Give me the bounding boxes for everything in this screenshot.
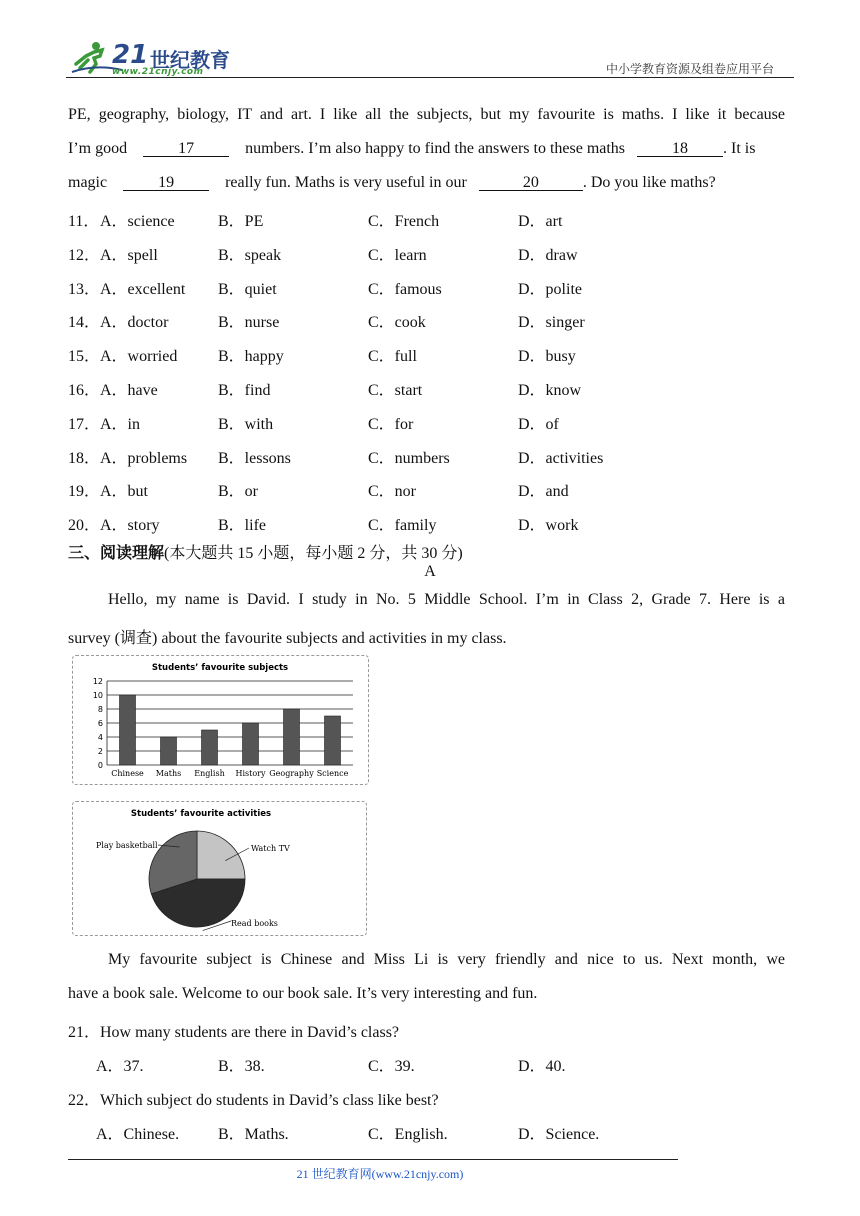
option-b[interactable]: B．speak: [218, 246, 282, 264]
footer-text: 21 世纪教育网(www.21cnjy.com): [296, 1167, 464, 1181]
logo-url: www.21cnjy.com: [112, 67, 204, 77]
pie-slice-watch-tv: [197, 831, 245, 879]
bar-science: [325, 716, 341, 765]
option-a[interactable]: A．excellent: [100, 280, 186, 298]
option-c[interactable]: C．family: [368, 517, 437, 535]
bar-english: [202, 730, 218, 765]
pie-label: Play basketball: [96, 841, 158, 850]
option-d[interactable]: D．40.: [518, 1058, 566, 1075]
option-c[interactable]: C．nor: [368, 483, 417, 501]
question-number: 14．: [68, 314, 101, 332]
option-d[interactable]: D．busy: [518, 348, 576, 366]
chart-title: Students’ favourite activities: [130, 809, 272, 819]
site-logo: [66, 38, 236, 78]
question-22-stem: 22．Which subject do students in David’s class like best?: [68, 1092, 439, 1109]
pie-chart: [73, 802, 366, 935]
option-b[interactable]: B．PE: [218, 213, 264, 230]
option-b[interactable]: B．happy: [218, 348, 284, 366]
passage-a-line-3: My favourite subject is Chinese and Miss Li is very friendly and nice to us. Next month, we: [108, 951, 785, 968]
option-b[interactable]: B．find: [218, 382, 271, 399]
option-c[interactable]: C．numbers: [368, 449, 450, 467]
bar-chart: [73, 656, 368, 784]
y-tick-label: 6: [97, 719, 103, 728]
pie-chart-panel: [72, 801, 367, 936]
logo-cn: 世纪教育: [150, 48, 230, 72]
text-span: magic: [68, 174, 108, 191]
option-d[interactable]: D．of: [518, 415, 559, 433]
text-span: I’m good: [68, 140, 128, 157]
header-divider: [66, 77, 794, 78]
option-c[interactable]: C．for: [368, 415, 414, 433]
option-a[interactable]: A．in: [100, 415, 141, 433]
section-3-heading: [68, 540, 463, 563]
text-span: numbers. I’m also happy to find the answers to these maths: [245, 140, 626, 157]
option-b[interactable]: B．or: [218, 483, 259, 501]
question-number: 19．: [68, 483, 101, 501]
bar-chart-panel: [72, 655, 369, 785]
question-number: 17．: [68, 415, 101, 433]
passage-a-line-2: survey (调查) about the favourite subjects and activities in my class.: [68, 630, 507, 647]
option-b[interactable]: B．with: [218, 415, 274, 433]
x-tick-label: Maths: [155, 769, 182, 778]
passage-line-1: PE, geography, biology, IT and art. I like all the subjects, but my favourite is maths. I like it because: [68, 106, 785, 123]
question-number: 11．: [68, 213, 100, 230]
y-tick-label: 4: [97, 733, 103, 742]
option-a[interactable]: A．but: [100, 483, 149, 501]
option-d[interactable]: D．Science.: [518, 1126, 600, 1143]
blank-17: 17: [143, 142, 229, 157]
option-d[interactable]: D．know: [518, 382, 582, 399]
logo-digits: 21: [112, 40, 149, 70]
y-tick-label: 10: [92, 691, 103, 700]
option-a[interactable]: A．science: [100, 213, 175, 230]
section-title: 三、阅读理解: [68, 543, 165, 562]
bar-geography: [284, 709, 300, 765]
blank-19: 19: [123, 176, 209, 191]
option-d[interactable]: D．and: [518, 483, 569, 501]
x-tick-label: History: [235, 769, 266, 778]
text-span: really fun. Maths is very useful in our: [225, 174, 467, 191]
x-tick-label: Chinese: [111, 769, 144, 778]
option-a[interactable]: A．problems: [100, 449, 188, 467]
option-d[interactable]: D．work: [518, 517, 579, 535]
y-tick-label: 0: [97, 761, 103, 770]
option-c[interactable]: C．cook: [368, 314, 426, 332]
question-number: 12．: [68, 246, 101, 264]
blank-20: 20: [479, 176, 583, 191]
option-b[interactable]: B．Maths.: [218, 1126, 289, 1143]
option-d[interactable]: D．draw: [518, 246, 578, 264]
x-tick-label: English: [194, 769, 225, 778]
option-b[interactable]: B．nurse: [218, 314, 280, 332]
option-c[interactable]: C．learn: [368, 246, 427, 264]
option-b[interactable]: B．38.: [218, 1058, 265, 1075]
section-note: (本大题共 15 小题，每小题 2 分，共 30 分): [164, 545, 463, 562]
option-d[interactable]: D．art: [518, 213, 563, 230]
option-a[interactable]: A．doctor: [100, 314, 169, 332]
text-span: . It is: [723, 140, 756, 157]
x-tick-label: Science: [316, 769, 349, 778]
bar-chinese: [120, 695, 136, 765]
text-span: . Do you like maths?: [582, 174, 716, 191]
y-tick-label: 8: [97, 705, 103, 714]
option-d[interactable]: D．activities: [518, 449, 604, 467]
option-c[interactable]: C．full: [368, 348, 417, 366]
option-a[interactable]: A．spell: [100, 246, 158, 264]
option-a[interactable]: A．story: [100, 517, 160, 535]
question-number: 20．: [68, 517, 101, 535]
option-c[interactable]: C．start: [368, 382, 423, 399]
passage-a-line-1: Hello, my name is David. I study in No. 5 Middle School. I’m in Class 2, Grade 7. Here is a: [108, 591, 785, 608]
option-c[interactable]: C．English.: [368, 1126, 448, 1143]
option-c[interactable]: C．French: [368, 213, 440, 230]
question-number: 18．: [68, 449, 101, 467]
question-number: 13．: [68, 280, 101, 298]
y-tick-label: 12: [92, 677, 103, 686]
option-b[interactable]: B．lessons: [218, 449, 291, 467]
y-tick-label: 2: [97, 747, 103, 756]
bar-history: [243, 723, 259, 765]
pie-label: Read books: [231, 919, 278, 928]
option-d[interactable]: D．polite: [518, 280, 582, 298]
option-a[interactable]: A．have: [100, 382, 158, 399]
option-b[interactable]: B．life: [218, 517, 266, 535]
question-21-stem: 21．How many students are there in David’s class?: [68, 1024, 400, 1041]
option-c[interactable]: C．39.: [368, 1058, 415, 1075]
x-tick-label: Geography: [269, 769, 314, 778]
footer-divider: [68, 1159, 678, 1160]
option-c[interactable]: C．famous: [368, 280, 442, 298]
part-label: A: [424, 563, 436, 580]
option-b[interactable]: B．quiet: [218, 280, 277, 298]
passage-line-3: [68, 174, 716, 192]
question-number: 15．: [68, 348, 101, 366]
option-a[interactable]: A．Chinese.: [96, 1126, 180, 1143]
passage-a-line-4: have a book sale. Welcome to our book sale. It’s very interesting and fun.: [68, 985, 538, 1002]
blank-18: 18: [637, 142, 723, 157]
bar-maths: [161, 737, 177, 765]
option-a[interactable]: A．worried: [100, 348, 178, 366]
chart-title: Students’ favourite subjects: [151, 663, 289, 673]
passage-line-2: [68, 140, 755, 158]
option-d[interactable]: D．singer: [518, 314, 585, 332]
option-a[interactable]: A．37.: [96, 1058, 144, 1075]
header-platform-text: 中小学教育资源及组卷应用平台: [605, 62, 774, 76]
question-number: 16．: [68, 382, 101, 399]
pie-label: Watch TV: [251, 844, 290, 853]
